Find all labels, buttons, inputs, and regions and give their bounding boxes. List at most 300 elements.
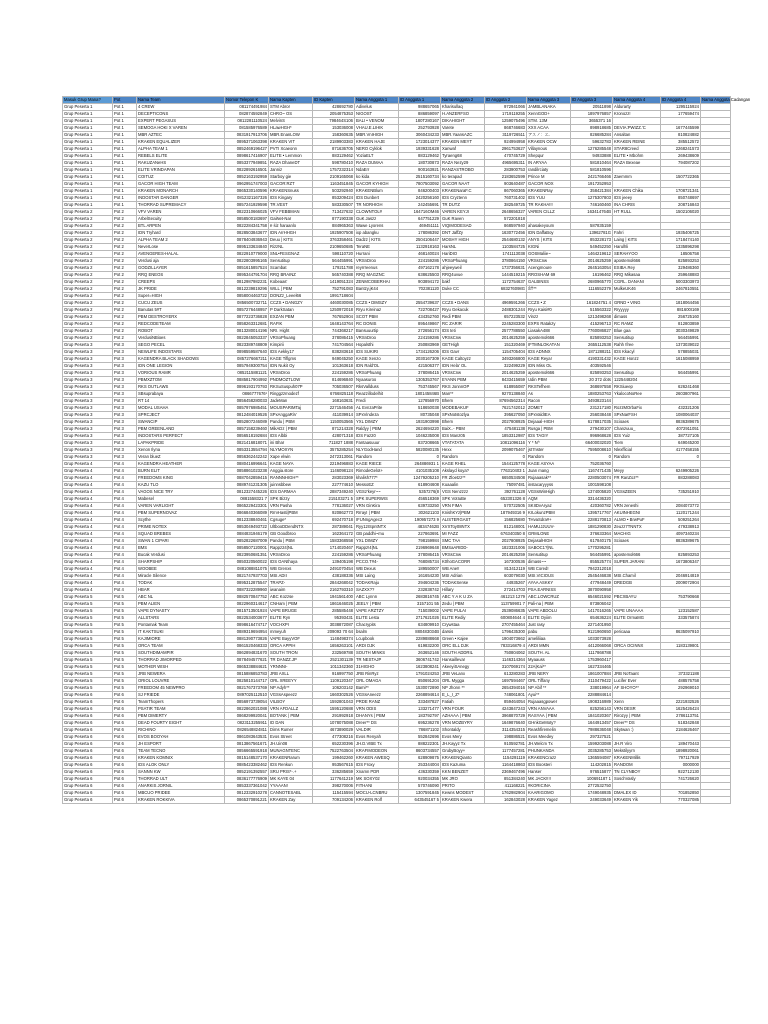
table-cell[interactable]: 263652146 <box>399 650 441 657</box>
table-cell[interactable]: IFUNngAgec2 <box>355 517 399 524</box>
table-cell[interactable]: EVOS BOOYAH <box>137 734 225 741</box>
table-cell[interactable]: 753745567 <box>399 384 441 391</box>
table-cell[interactable]: ABC.LOWCRUZ <box>527 594 571 601</box>
table-cell[interactable]: 8603734557 <box>399 748 441 755</box>
table-cell[interactable]: RrrvHasti|PBM <box>269 510 313 517</box>
table-cell[interactable]: ORL Tiffany <box>527 678 571 685</box>
table-cell[interactable]: 8635097910 <box>661 629 701 636</box>
table-cell[interactable]: 1117868788 <box>571 650 613 657</box>
table-cell[interactable]: Mabesel <box>137 496 225 503</box>
table-cell[interactable]: XXX ACAA <box>527 125 571 132</box>
table-cell[interactable]: 189550007 <box>399 566 441 573</box>
table-cell[interactable]: 2648656327 <box>485 209 527 216</box>
table-cell[interactable]: KIGNi <box>527 244 571 251</box>
table-cell[interactable]: PBMXZTOM <box>137 377 225 384</box>
table-cell[interactable]: 812148001 <box>485 524 527 531</box>
table-cell[interactable]: 161654230 <box>399 573 441 580</box>
table-cell[interactable]: 2521301139 <box>313 657 355 664</box>
table-cell[interactable]: 4412066068 <box>571 643 613 650</box>
table-cell[interactable]: Pali-na | PBM <box>527 601 571 608</box>
table-cell[interactable]: 16196462 <box>571 272 613 279</box>
table-cell[interactable]: Rujaaasak** <box>527 475 571 482</box>
table-cell[interactable]: 683276098G <box>485 286 527 293</box>
table-cell[interactable]: 4072911051 <box>661 426 701 433</box>
table-cell[interactable]: Pot 3 <box>113 342 137 349</box>
table-cell[interactable]: 0887042859415 <box>225 475 269 482</box>
table-cell[interactable]: 767652904 <box>313 314 355 321</box>
table-cell[interactable]: KAGE Caltoyzz <box>441 356 485 363</box>
table-cell[interactable]: 2030167309 <box>399 356 441 363</box>
table-cell[interactable]: RizzNL <box>269 244 313 251</box>
table-cell[interactable]: mmeyuh <box>269 629 313 636</box>
table-cell[interactable]: Grup Peserta 3 <box>63 391 113 398</box>
table-cell[interactable]: 565740388 <box>313 272 355 279</box>
table-cell[interactable]: 376633364 <box>571 531 613 538</box>
table-cell[interactable]: PBM DIMERTY <box>137 713 225 720</box>
table-cell[interactable]: 1225448204 <box>613 377 661 384</box>
table-cell[interactable]: Rryu Kaisi#0 <box>527 307 571 314</box>
table-cell[interactable] <box>701 230 731 237</box>
table-cell[interactable]: SCOT PBM <box>355 314 399 321</box>
table-cell[interactable]: 895449867 <box>399 321 441 328</box>
table-cell[interactable]: 825256143 <box>571 706 613 713</box>
table-cell[interactable]: 4 CREW <box>137 104 225 111</box>
table-cell[interactable]: VRN MOZBYRY <box>441 720 485 727</box>
table-cell[interactable]: ELITE VRINDAPAN <box>137 167 225 174</box>
table-cell[interactable]: Pot 2 <box>113 321 137 328</box>
table-cell[interactable]: dimass~~ <box>527 559 571 566</box>
table-cell[interactable]: 910592781 <box>485 741 527 748</box>
table-cell[interactable]: 2577788550 <box>485 328 527 335</box>
table-cell[interactable]: SHARPSHIP <box>137 559 225 566</box>
table-cell[interactable]: 883129462 <box>313 153 355 160</box>
table-cell[interactable]: 722708427 <box>399 307 441 314</box>
table-cell[interactable]: jst7nster <box>527 447 571 454</box>
table-cell[interactable]: 1791024253 <box>399 671 441 678</box>
table-cell[interactable]: 368697558 <box>571 384 613 391</box>
table-cell[interactable] <box>701 125 731 132</box>
table-cell[interactable]: 825893253 <box>661 258 701 265</box>
table-cell[interactable]: HT RULL <box>613 209 661 216</box>
table-cell[interactable]: Bantzy.jK44 <box>355 286 399 293</box>
table-cell[interactable]: 871214328 <box>313 426 355 433</box>
table-cell[interactable]: Dreer** DS <box>355 720 399 727</box>
table-cell[interactable]: 177659474 <box>661 111 701 118</box>
table-cell[interactable]: Udin PBM <box>527 377 571 384</box>
table-cell[interactable]: ELITE Oyiim <box>527 615 571 622</box>
table-cell[interactable] <box>701 489 731 496</box>
table-cell[interactable]: 549452250 <box>571 244 613 251</box>
table-cell[interactable]: KRAKEN KOMNIX <box>137 755 225 762</box>
table-cell[interactable]: 294604236 <box>399 580 441 587</box>
table-cell[interactable]: Grup Peserta 2 <box>63 216 113 223</box>
table-cell[interactable]: 652301326 8 <box>485 496 527 503</box>
table-cell[interactable]: IDS Renkun <box>269 762 313 769</box>
table-cell[interactable]: 20 372 dots <box>571 377 613 384</box>
table-cell[interactable]: 0858861023238 <box>225 468 269 475</box>
table-cell[interactable]: XennGOD+ <box>527 111 571 118</box>
table-cell[interactable]: IDS SUKIRI <box>355 349 399 356</box>
table-cell[interactable]: 4097340234 <box>661 531 701 538</box>
table-cell[interactable]: Pontamak Team <box>137 622 225 629</box>
table-cell[interactable]: 2268894614 <box>399 692 441 699</box>
table-cell[interactable]: SANNN KW <box>137 769 225 776</box>
table-cell[interactable]: 920034355 <box>399 776 441 783</box>
table-cell[interactable]: 8836389675 <box>661 538 701 545</box>
table-cell[interactable]: RKS JonnnOP <box>441 384 485 391</box>
table-cell[interactable]: IDS Manz05 <box>441 433 485 440</box>
table-cell[interactable]: RASYAA | PBM <box>527 713 571 720</box>
table-cell[interactable] <box>701 699 731 706</box>
table-cell[interactable]: Grup Peserta 4 <box>63 545 113 552</box>
table-cell[interactable]: 1259075496 <box>485 118 527 125</box>
table-cell[interactable]: Pot 2 <box>113 223 137 230</box>
table-cell[interactable]: Bami** <box>355 685 399 692</box>
table-cell[interactable] <box>701 475 731 482</box>
table-cell[interactable]: Pot 4 <box>113 524 137 531</box>
table-cell[interactable] <box>661 734 701 741</box>
table-cell[interactable] <box>613 216 661 223</box>
table-cell[interactable]: 180T280167 <box>399 118 441 125</box>
table-cell[interactable]: 1737356631 <box>485 265 527 272</box>
table-cell[interactable]: HAMUJJUUV- <box>527 524 571 531</box>
table-cell[interactable]: FR RanZoz** <box>613 475 661 482</box>
table-cell[interactable]: 0857241929598 <box>225 202 269 209</box>
table-cell[interactable]: 22A|Kai** <box>527 664 571 671</box>
table-cell[interactable]: 1757232314 <box>313 167 355 174</box>
table-cell[interactable]: Man** <box>441 391 485 398</box>
table-cell[interactable]: Grup Peserta 3 <box>63 384 113 391</box>
table-cell[interactable]: SPxNarFSH <box>613 412 661 419</box>
table-cell[interactable]: 810824882 <box>661 132 701 139</box>
table-cell[interactable]: 695236278 <box>399 720 441 727</box>
table-cell[interactable]: Zaemmm <box>613 174 661 181</box>
table-cell[interactable]: 438188336 <box>313 573 355 580</box>
table-cell[interactable]: 0861520468333 <box>225 643 269 650</box>
table-cell[interactable]: Ryy12ISpntNTX <box>355 524 399 531</box>
table-cell[interactable]: 1649876640 <box>485 720 527 727</box>
table-cell[interactable]: 1307591845 <box>399 790 441 797</box>
table-cell[interactable]: 2245283300 <box>485 321 527 328</box>
table-cell[interactable]: MODAL USAHA <box>137 405 225 412</box>
table-cell[interactable] <box>661 167 701 174</box>
table-cell[interactable]: NEWLIFE INDOSTARS <box>137 349 225 356</box>
table-cell[interactable]: 1595120688 <box>313 706 355 713</box>
table-cell[interactable]: 564455991 <box>661 335 701 342</box>
table-cell[interactable]: 709134206 <box>313 797 355 804</box>
table-cell[interactable]: 1374005820 <box>571 489 613 496</box>
table-cell[interactable]: 1335896298 <box>661 244 701 251</box>
table-cell[interactable]: CGRL. DANANI <box>613 279 661 286</box>
table-cell[interactable]: Bhem <box>441 419 485 426</box>
table-cell[interactable]: 798159984 <box>399 538 441 545</box>
table-cell[interactable]: JRB VeLanx <box>441 671 485 678</box>
table-cell[interactable]: NIGOST <box>355 111 399 118</box>
table-cell[interactable] <box>701 454 731 461</box>
table-cell[interactable]: 2014625259 <box>571 258 613 265</box>
table-cell[interactable]: Grup Peserta 1 <box>63 160 113 167</box>
table-cell[interactable]: 783316879 4 <box>485 643 527 650</box>
table-cell[interactable]: Pot 2 <box>113 209 137 216</box>
table-cell[interactable]: AYAA ASKKY <box>527 580 571 587</box>
table-cell[interactable] <box>701 587 731 594</box>
table-cell[interactable]: SPRCJECT <box>137 412 225 419</box>
table-cell[interactable]: 2645163054 <box>571 265 613 272</box>
table-cell[interactable]: Scambat <box>269 265 313 272</box>
table-cell[interactable]: Tyraeng68 <box>441 153 485 160</box>
table-cell[interactable]: DNT JaffZy <box>441 230 485 237</box>
table-cell[interactable]: 477948449 <box>571 580 613 587</box>
table-cell[interactable]: TODAKRaju <box>355 580 399 587</box>
table-cell[interactable]: Pot 2 <box>113 216 137 223</box>
table-cell[interactable]: bsalm <box>355 629 399 636</box>
table-cell[interactable]: 3493266800 <box>485 356 527 363</box>
table-cell[interactable]: THvaSdra#+ <box>527 517 571 524</box>
table-cell[interactable] <box>613 566 661 573</box>
table-cell[interactable] <box>661 216 701 223</box>
table-cell[interactable] <box>701 265 731 272</box>
table-cell[interactable]: JRB NEWERA <box>137 671 225 678</box>
table-cell[interactable]: 1718474140 <box>661 237 701 244</box>
table-cell[interactable]: Pot 1 <box>113 174 137 181</box>
table-cell[interactable]: KRAKEN MONARCH <box>137 188 225 195</box>
table-cell[interactable]: 2014625259 <box>485 552 527 559</box>
table-cell[interactable]: Pot 3 <box>113 412 137 419</box>
table-cell[interactable]: IDN DaffaBoy <box>527 230 571 237</box>
table-cell[interactable]: PBM DESTROYERX <box>137 314 225 321</box>
table-cell[interactable] <box>613 545 661 552</box>
table-cell[interactable]: Grup Peserta 2 <box>63 265 113 272</box>
table-cell[interactable]: Grup Peserta 6 <box>63 692 113 699</box>
table-cell[interactable]: 285585448 <box>313 608 355 615</box>
table-cell[interactable]: 127856970 <box>399 398 441 405</box>
table-cell[interactable] <box>613 783 661 790</box>
table-cell[interactable]: RozzMOrbaFix <box>613 405 661 412</box>
table-cell[interactable]: Miracle Silence <box>137 573 225 580</box>
table-cell[interactable]: VOCHXPI <box>269 622 313 629</box>
table-cell[interactable]: 259648883 <box>661 272 701 279</box>
table-cell[interactable]: IDS Yuiz <box>613 433 661 440</box>
table-cell[interactable]: RKSTefhem <box>527 384 571 391</box>
table-cell[interactable]: MikADz | PBM <box>269 426 313 433</box>
table-cell[interactable]: VHAU.E.LIHIK <box>355 125 399 132</box>
table-cell[interactable] <box>701 195 731 202</box>
table-cell[interactable]: 123152587 <box>661 608 701 615</box>
table-cell[interactable]: PBM GREENLAND <box>137 426 225 433</box>
table-cell[interactable]: Fantaasuuur <box>355 440 399 447</box>
table-cell[interactable] <box>701 657 731 664</box>
table-cell[interactable]: Grup Peserta 1 <box>63 202 113 209</box>
table-cell[interactable]: 1419051324 <box>313 279 355 286</box>
table-cell[interactable] <box>701 685 731 692</box>
table-cell[interactable]: Grup Peserta 2 <box>63 244 113 251</box>
column-header[interactable]: Nama Anggota 2 <box>441 97 485 104</box>
table-cell[interactable]: KKN BENZET <box>441 769 485 776</box>
table-cell[interactable]: 859464054 <box>485 699 527 706</box>
table-cell[interactable]: 0865338884621 <box>225 664 269 671</box>
table-cell[interactable]: juinnsbbew <box>269 482 313 489</box>
table-cell[interactable]: LAPAKPRIDE <box>137 440 225 447</box>
table-cell[interactable]: KAZU TLO <box>137 482 225 489</box>
table-cell[interactable]: 44935267 <box>485 580 527 587</box>
table-cell[interactable]: NRI. Hight <box>269 328 313 335</box>
table-cell[interactable]: 2109650685 <box>313 244 355 251</box>
table-cell[interactable]: 0 <box>485 454 527 461</box>
table-cell[interactable]: Nlexfficial <box>613 447 661 454</box>
table-cell[interactable]: 0822960314617 <box>225 601 269 608</box>
table-cell[interactable]: 398270006 <box>313 783 355 790</box>
table-cell[interactable]: 900163921 <box>399 167 441 174</box>
table-cell[interactable]: 7522763504 <box>313 748 355 755</box>
table-cell[interactable]: 770327085 <box>661 797 701 804</box>
table-cell[interactable]: UltbooDDendNTX <box>269 524 313 531</box>
table-cell[interactable]: RAZA Nezy29 <box>441 160 485 167</box>
table-cell[interactable]: 4673890029 <box>313 727 355 734</box>
table-cell[interactable]: 3493823144 <box>571 398 613 405</box>
table-cell[interactable]: Grup Peserta 3 <box>63 412 113 419</box>
table-cell[interactable]: MK JRO <box>441 776 485 783</box>
table-cell[interactable]: Deuu | KITS <box>269 237 313 244</box>
table-cell[interactable]: 1648143764 <box>313 321 355 328</box>
table-cell[interactable] <box>701 482 731 489</box>
table-cell[interactable]: PBM SUPERNOVAZ <box>137 510 225 517</box>
table-cell[interactable]: KAGE Xenzo <box>355 356 399 363</box>
table-cell[interactable]: 881600I169 <box>661 307 701 314</box>
table-cell[interactable]: 2288884614 <box>571 692 613 699</box>
table-cell[interactable]: IDS Kingary <box>269 195 313 202</box>
table-cell[interactable]: TR NESTAJP <box>355 657 399 664</box>
table-cell[interactable]: 3968870729 <box>485 713 527 720</box>
table-cell[interactable]: 741704564 <box>313 342 355 349</box>
table-cell[interactable]: 0861083643531 <box>225 734 269 741</box>
table-cell[interactable] <box>701 727 731 734</box>
table-cell[interactable]: 497162178 <box>399 265 441 272</box>
table-cell[interactable]: 1762982904 <box>485 790 527 797</box>
table-cell[interactable]: 153036008 <box>313 125 355 132</box>
table-cell[interactable]: Pot 3 <box>113 440 137 447</box>
table-cell[interactable]: Grup Peserta 4 <box>63 503 113 510</box>
table-cell[interactable]: RRQ ENEOS <box>137 272 225 279</box>
table-cell[interactable] <box>701 601 731 608</box>
table-cell[interactable]: 570722505 <box>485 503 527 510</box>
table-cell[interactable]: 2717621026 <box>399 615 441 622</box>
table-cell[interactable]: RRQ4uvue <box>441 272 485 279</box>
table-cell[interactable]: KRAKEN VIT <box>269 139 313 146</box>
table-cell[interactable]: 1881290830 <box>571 524 613 531</box>
table-cell[interactable]: KRAFIMODEON <box>355 748 399 755</box>
table-cell[interactable]: 2014625259 <box>485 335 527 342</box>
table-cell[interactable]: JRB NoTaant <box>613 671 661 678</box>
table-cell[interactable]: 692470718 <box>313 517 355 524</box>
table-cell[interactable]: 1164418863 <box>485 762 527 769</box>
table-cell[interactable]: 814696840 <box>313 377 355 384</box>
table-cell[interactable] <box>613 363 661 370</box>
table-cell[interactable] <box>701 209 731 216</box>
table-cell[interactable]: 0884831946179 <box>225 531 269 538</box>
table-cell[interactable]: WB Grenxs <box>269 566 313 573</box>
table-cell[interactable]: TeamThopers <box>137 699 225 706</box>
table-cell[interactable]: Pot 4 <box>113 580 137 587</box>
table-cell[interactable]: Reashfiremelin <box>527 727 571 734</box>
table-cell[interactable]: 411039914 <box>313 412 355 419</box>
table-cell[interactable]: 1623808241 <box>399 664 441 671</box>
table-cell[interactable]: Pot 6 <box>113 783 137 790</box>
table-cell[interactable]: DEAD FOURTY EIGHT <box>137 720 225 727</box>
table-cell[interactable]: Pot 2 <box>113 237 137 244</box>
column-header[interactable]: Masuk Grup Mana? <box>63 97 113 104</box>
table-cell[interactable]: Pot 3 <box>113 447 137 454</box>
table-cell[interactable]: 421506377 <box>399 363 441 370</box>
table-cell[interactable]: Grup Peserta 3 <box>63 356 113 363</box>
table-cell[interactable]: Grup Peserta 1 <box>63 153 113 160</box>
table-cell[interactable]: Super=HIGH <box>137 293 225 300</box>
table-cell[interactable]: REDCODETEAM <box>137 321 225 328</box>
table-cell[interactable]: KRAKENRarum <box>269 755 313 762</box>
table-cell[interactable]: RC RAMZ <box>613 321 661 328</box>
table-cell[interactable]: 231217180 <box>571 405 613 412</box>
table-cell[interactable] <box>701 496 731 503</box>
table-cell[interactable]: Pot 3 <box>113 349 137 356</box>
table-cell[interactable]: 1116552379 <box>571 286 613 293</box>
table-cell[interactable]: 18506758 <box>661 251 701 258</box>
table-cell[interactable]: JRB RinRyz <box>355 671 399 678</box>
table-cell[interactable]: 187949316 9 <box>485 510 527 517</box>
table-cell[interactable]: VRN ANVAAA <box>527 706 571 713</box>
table-cell[interactable]: GACOR:RZT <box>269 181 313 188</box>
table-cell[interactable]: 250883969 <box>399 342 441 349</box>
table-cell[interactable]: MK JACK!!!! <box>527 776 571 783</box>
table-cell[interactable]: 0 <box>661 454 701 461</box>
table-cell[interactable]: 652230396 <box>313 741 355 748</box>
table-cell[interactable]: DIKAHIGHT <box>441 118 485 125</box>
table-cell[interactable]: Wawe Lyorens <box>355 223 399 230</box>
table-cell[interactable]: HBAR <box>137 587 225 594</box>
table-cell[interactable]: VFV FEBBMAN <box>269 209 313 216</box>
table-cell[interactable] <box>613 398 661 405</box>
table-cell[interactable]: Pot 2 <box>113 286 137 293</box>
table-cell[interactable]: KAJIMIORE <box>137 636 225 643</box>
table-cell[interactable]: 0857949300754 <box>225 363 269 370</box>
table-cell[interactable]: 657223532 <box>485 314 527 321</box>
table-cell[interactable]: VRSnDroo <box>355 335 399 342</box>
table-cell[interactable]: Kuaaalin <box>441 482 485 489</box>
table-cell[interactable]: 798464S106 <box>313 118 355 125</box>
table-cell[interactable]: 1148498374 <box>313 636 355 643</box>
table-cell[interactable]: 156825680 <box>485 517 527 524</box>
table-cell[interactable]: GHnkGeMoty? <box>527 720 571 727</box>
table-cell[interactable]: GuK Raven <box>441 216 485 223</box>
table-cell[interactable]: Grup Peserta 3 <box>63 370 113 377</box>
table-cell[interactable]: 797117929 <box>661 755 701 762</box>
table-cell[interactable]: 0853049493722 <box>225 524 269 531</box>
table-cell[interactable]: TRAPZ- <box>269 580 313 587</box>
table-cell[interactable]: KAARIGOMO <box>527 790 571 797</box>
table-cell[interactable]: 2014625259 <box>485 370 527 377</box>
table-cell[interactable]: RANDOM <box>613 762 661 769</box>
table-cell[interactable]: VGSsAspeezz <box>269 692 313 699</box>
table-cell[interactable]: 100691187 1 <box>571 776 613 783</box>
table-cell[interactable]: ABC NL <box>137 594 225 601</box>
table-cell[interactable]: Cgsuge* <box>269 517 313 524</box>
table-cell[interactable]: MK KAYE 04 <box>269 776 313 783</box>
table-cell[interactable]: 292969010 <box>661 685 701 692</box>
table-cell[interactable]: 101363618 <box>313 363 355 370</box>
table-cell[interactable]: 1046235008 <box>399 433 441 440</box>
table-cell[interactable]: 0962951747003 <box>225 181 269 188</box>
table-cell[interactable]: Pot 3 <box>113 405 137 412</box>
table-cell[interactable]: Evos Meedey <box>527 734 571 741</box>
table-cell[interactable]: KRAKENQianto <box>441 755 485 762</box>
